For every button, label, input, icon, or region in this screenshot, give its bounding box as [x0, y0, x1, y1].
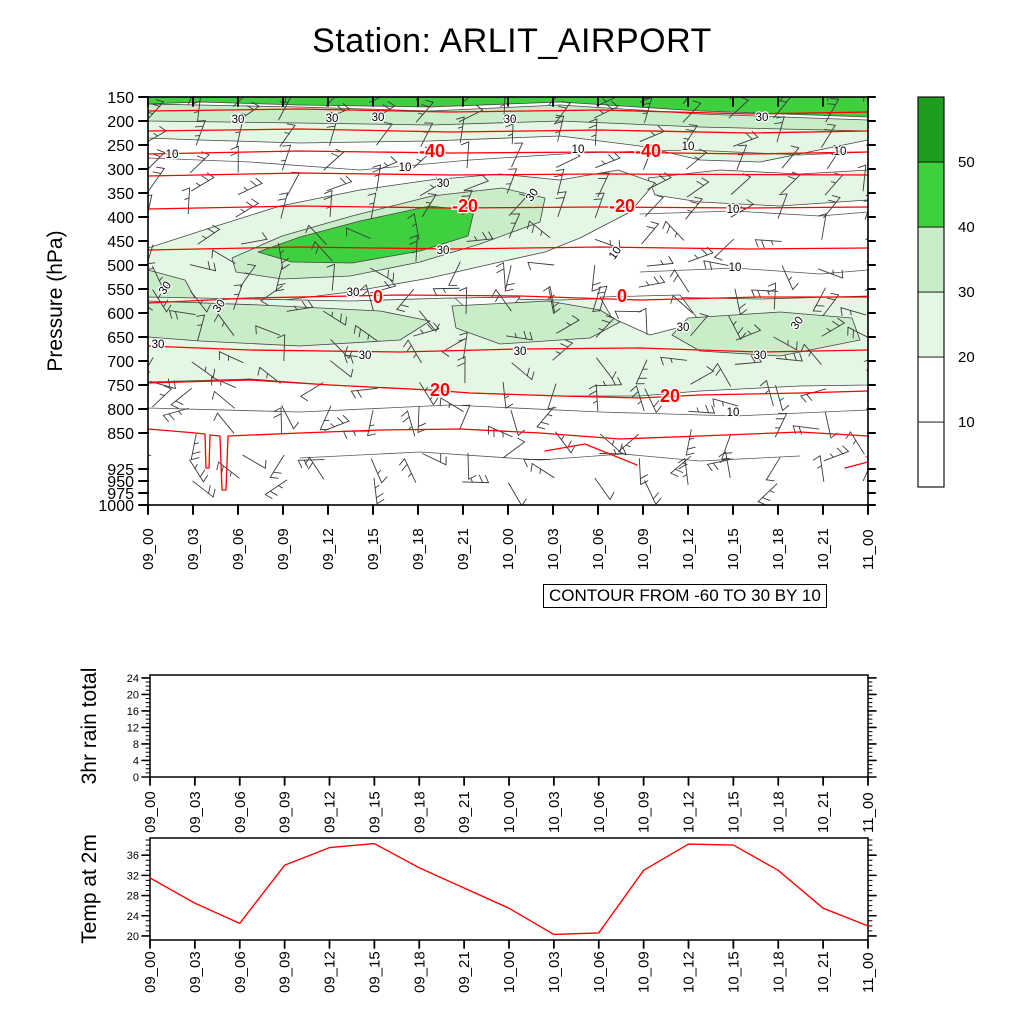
y-tick-label: 12 — [126, 722, 139, 735]
humidity-contour-label: 30 — [436, 245, 450, 257]
pressure-panel — [44, 75, 896, 570]
humidity-contour-label: 30 — [156, 279, 175, 297]
time-tick-label: 09_18 — [411, 951, 429, 993]
humidity-contour-label: 10 — [681, 141, 695, 153]
time-tick-label: 10_15 — [725, 951, 743, 993]
humidity-contour-label: 30 — [371, 112, 385, 124]
humidity-contour-label: 30 — [346, 287, 360, 299]
time-tick-label: 10_06 — [590, 528, 607, 570]
y-tick-label: 16 — [126, 705, 139, 718]
y-tick-label: 32 — [126, 870, 139, 883]
humidity-contour-label: 10 — [726, 407, 740, 419]
humidity-contour-label: 30 — [436, 178, 450, 190]
time-tick-label: 09_03 — [186, 951, 204, 993]
time-tick-label: 09_12 — [320, 528, 337, 570]
time-tick-label: 10_18 — [770, 528, 787, 570]
pressure-tick-label: 975 — [107, 486, 134, 503]
pressure-tick-label: 400 — [107, 210, 134, 227]
pressure-tick-label: 350 — [107, 186, 134, 203]
time-tick-label: 09_09 — [276, 791, 294, 833]
humidity-contour-label: 30 — [325, 113, 339, 125]
humidity-contour-label: 10 — [726, 204, 740, 216]
time-tick-label: 10_03 — [545, 528, 562, 570]
time-tick-label: 10_15 — [725, 528, 742, 570]
pressure-tick-label: 700 — [107, 354, 134, 371]
pressure-tick-label: 850 — [107, 426, 134, 443]
pressure-axis-title: Pressure (hPa) — [44, 230, 67, 372]
pressure-tick-label: 800 — [107, 402, 134, 419]
time-tick-label: 09_21 — [456, 791, 474, 833]
temperature-contour-label: -40 — [418, 141, 446, 161]
time-tick-label: 09_06 — [230, 528, 247, 570]
time-tick-label: 09_21 — [456, 951, 474, 993]
time-tick-label: 10_21 — [815, 951, 833, 993]
time-tick-label: 09_15 — [366, 951, 384, 993]
humidity-contour-label: 30 — [755, 112, 769, 124]
humidity-contour-label: 30 — [523, 186, 542, 204]
temperature-contour-label: 20 — [659, 386, 681, 406]
time-tick-label: 10_06 — [590, 791, 608, 833]
pressure-tick-label: 250 — [107, 138, 134, 155]
humidity-contour-label: 10 — [728, 262, 742, 274]
time-tick-label: 10_18 — [770, 951, 788, 993]
time-tick-label: 09_03 — [186, 791, 204, 833]
time-tick-label: 09_21 — [455, 528, 472, 570]
pressure-tick-label: 750 — [107, 378, 134, 395]
y-tick-label: 8 — [132, 738, 139, 751]
humidity-contour-label: 30 — [503, 114, 517, 126]
time-tick-label: 10_00 — [500, 528, 517, 570]
humidity-contour-label: 10 — [165, 149, 179, 161]
humidity-contour-label: 30 — [676, 322, 690, 334]
colorbar-tick-label: 40 — [958, 219, 975, 236]
y-tick-label: 20 — [126, 930, 139, 943]
colorbar-tick-label: 10 — [958, 414, 975, 431]
time-tick-label: 09_09 — [275, 528, 292, 570]
temperature-contour-label: 0 — [372, 287, 384, 307]
time-tick-label: 10_09 — [635, 951, 653, 993]
colorbar — [918, 97, 975, 487]
time-tick-label: 10_12 — [680, 528, 697, 570]
rain-axis-title: 3hr rain total — [78, 667, 101, 785]
time-tick-label: 09_15 — [365, 528, 382, 570]
temperature-contour-label: -20 — [451, 196, 479, 216]
time-tick-label: 09_18 — [411, 791, 429, 833]
y-tick-label: 36 — [126, 850, 139, 863]
y-tick-label: 4 — [132, 755, 139, 768]
time-tick-label: 09_00 — [140, 528, 157, 570]
time-tick-label: 10_21 — [815, 528, 832, 570]
temperature-contour-label: 20 — [429, 380, 451, 400]
time-tick-label: 10_09 — [635, 791, 653, 833]
pressure-tick-label: 200 — [107, 114, 134, 131]
time-tick-label: 09_12 — [321, 951, 339, 993]
humidity-contour-label: 30 — [231, 114, 245, 126]
pressure-tick-label: 550 — [107, 282, 134, 299]
time-tick-label: 10_00 — [501, 791, 518, 833]
time-tick-label: 09_06 — [231, 791, 249, 833]
humidity-contour-label: 30 — [210, 297, 229, 315]
pressure-tick-label: 950 — [107, 474, 134, 491]
pressure-tick-label: 450 — [107, 234, 134, 251]
time-tick-label: 09_12 — [321, 791, 339, 833]
time-tick-label: 10_12 — [680, 791, 698, 833]
time-tick-label: 09_18 — [410, 528, 427, 570]
contour-note: CONTOUR FROM -60 TO 30 BY 10 — [543, 584, 827, 608]
humidity-contour-label: 10 — [398, 162, 412, 174]
pressure-tick-label: 300 — [107, 162, 134, 179]
temperature-contour-label: 0 — [616, 286, 628, 306]
humidity-contour-label: 10 — [606, 244, 625, 262]
humidity-contour-label: 30 — [753, 350, 767, 362]
time-tick-label: 09_15 — [366, 791, 384, 833]
time-tick-label: 11_00 — [860, 529, 877, 570]
temperature-contour-label: -20 — [608, 196, 636, 216]
time-tick-label: 09_00 — [142, 951, 159, 993]
time-tick-label: 10_12 — [680, 951, 698, 993]
time-tick-label: 10_18 — [770, 791, 788, 833]
colorbar-tick-label: 20 — [958, 349, 975, 366]
colorbar-tick-label: 50 — [958, 154, 975, 171]
time-tick-label: 10_21 — [815, 791, 833, 833]
pressure-tick-label: 1000 — [98, 498, 134, 515]
time-tick-label: 10_03 — [545, 791, 563, 833]
colorbar-tick-label: 30 — [958, 284, 975, 301]
temp-panel — [78, 834, 877, 993]
time-tick-label: 10_00 — [501, 951, 518, 993]
humidity-contour-label: 30 — [513, 346, 527, 358]
humidity-contour-label: 10 — [833, 146, 847, 158]
time-tick-label: 09_06 — [231, 951, 249, 993]
humidity-contour-label: 30 — [358, 350, 372, 362]
pressure-tick-label: 600 — [107, 306, 134, 323]
pressure-tick-label: 150 — [107, 90, 134, 107]
page-title: Station: ARLIT_AIRPORT — [312, 22, 712, 60]
time-tick-label: 09_00 — [142, 791, 159, 833]
humidity-contour-label: 30 — [788, 314, 807, 332]
humidity-contour-label: 10 — [571, 144, 585, 156]
rain-panel — [78, 668, 877, 833]
time-tick-label: 09_03 — [185, 528, 202, 570]
pressure-tick-label: 650 — [107, 330, 134, 347]
pressure-tick-label: 925 — [107, 462, 134, 479]
time-tick-label: 10_06 — [590, 951, 608, 993]
y-tick-label: 24 — [126, 672, 139, 685]
y-tick-label: 28 — [126, 890, 139, 903]
temp-axis-title: Temp at 2m — [78, 834, 101, 944]
humidity-contour-label: 30 — [151, 339, 165, 351]
time-tick-label: 11_00 — [860, 792, 877, 833]
time-tick-label: 10_03 — [545, 951, 563, 993]
time-tick-label: 11_00 — [860, 952, 877, 993]
pressure-tick-label: 500 — [107, 258, 134, 275]
time-tick-label: 10_09 — [635, 528, 652, 570]
y-tick-label: 0 — [132, 772, 139, 784]
y-tick-label: 20 — [126, 689, 139, 702]
temperature-contour-label: -40 — [634, 141, 662, 161]
y-tick-label: 24 — [126, 910, 139, 923]
time-tick-label: 09_09 — [276, 951, 294, 993]
time-tick-label: 10_15 — [725, 791, 743, 833]
